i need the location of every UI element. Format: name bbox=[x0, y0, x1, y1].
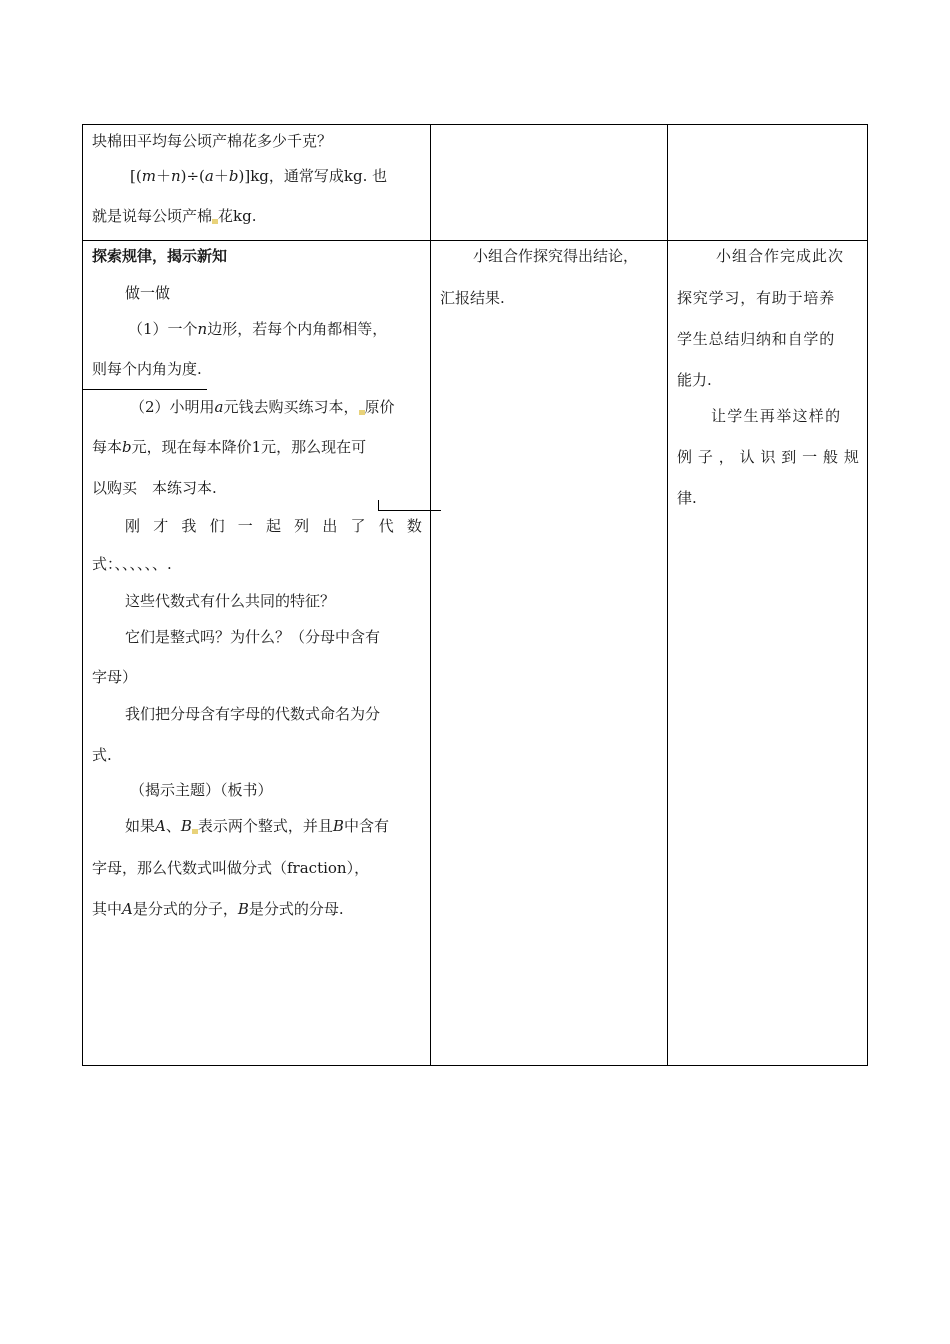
prompt-question: 它们是整式吗？为什么？（分母中含有 bbox=[125, 628, 381, 646]
definition-line-cont: 式. bbox=[92, 746, 112, 764]
intent-line: 探究学习，有助于培养 bbox=[677, 289, 836, 307]
activity-label: 做一做 bbox=[125, 284, 171, 302]
justified-paragraph: 刚 才 我 们 一 起 列 出 了 代 数 bbox=[125, 517, 422, 535]
prev-question-line: 块棉田平均每公顷产棉花多少千克？ bbox=[92, 132, 333, 150]
column-divider bbox=[667, 125, 668, 1065]
prev-conclusion-line: 就是说每公顷产棉 花kg. bbox=[92, 207, 257, 225]
intent-justified-line: 例 子 ， 认 识 到 一 般 规 bbox=[677, 448, 859, 466]
row-divider bbox=[83, 240, 867, 241]
fraction-definition: 如果A、B 表示两个整式，并且B中含有 bbox=[125, 817, 389, 835]
fraction-definition-end: 其中A是分式的分子，B是分式的分母. bbox=[92, 900, 344, 918]
stray-rule bbox=[378, 500, 379, 510]
intent-line: 让学生再举这样的 bbox=[711, 407, 842, 425]
question-1: （1）一个n边形，若每个内角都相等， bbox=[128, 320, 388, 338]
question-2-cont: 每本b元，现在每本降价1元，那么现在可 bbox=[92, 438, 367, 456]
definition-line: 我们把分母含有字母的代数式命名为分 bbox=[125, 705, 381, 723]
stray-rule bbox=[83, 389, 207, 390]
column-divider bbox=[430, 125, 431, 1065]
prompt-question: 这些代数式有什么共同的特征？ bbox=[125, 592, 336, 610]
intent-line: 能力. bbox=[677, 371, 712, 389]
prompt-question-cont: 字母） bbox=[92, 668, 138, 686]
formula-line: [(m＋n)÷(a＋b)]kg，通常写成kg. 也 bbox=[130, 167, 388, 185]
student-activity-line: 汇报结果. bbox=[440, 289, 505, 307]
expression-list: 式：、、、、、、. bbox=[92, 555, 172, 573]
section-heading: 探索规律，揭示新知 bbox=[92, 247, 228, 265]
question-2-end: 以购买 本练习本. bbox=[92, 479, 217, 497]
fraction-definition-cont: 字母，那么代数式叫做分式（fraction）， bbox=[92, 859, 370, 877]
intent-line: 学生总结归纳和自学的 bbox=[677, 330, 836, 348]
question-2: （2）小明用a元钱去购买练习本， 原价 bbox=[130, 398, 395, 416]
board-note: （揭示主题）（板书） bbox=[130, 781, 273, 799]
student-activity-line: 小组合作探究得出结论， bbox=[473, 247, 639, 265]
intent-line: 律. bbox=[677, 489, 697, 507]
intent-line: 小组合作完成此次 bbox=[716, 247, 845, 265]
stray-rule bbox=[378, 510, 441, 511]
question-1-cont: 则每个内角为度. bbox=[92, 360, 202, 378]
